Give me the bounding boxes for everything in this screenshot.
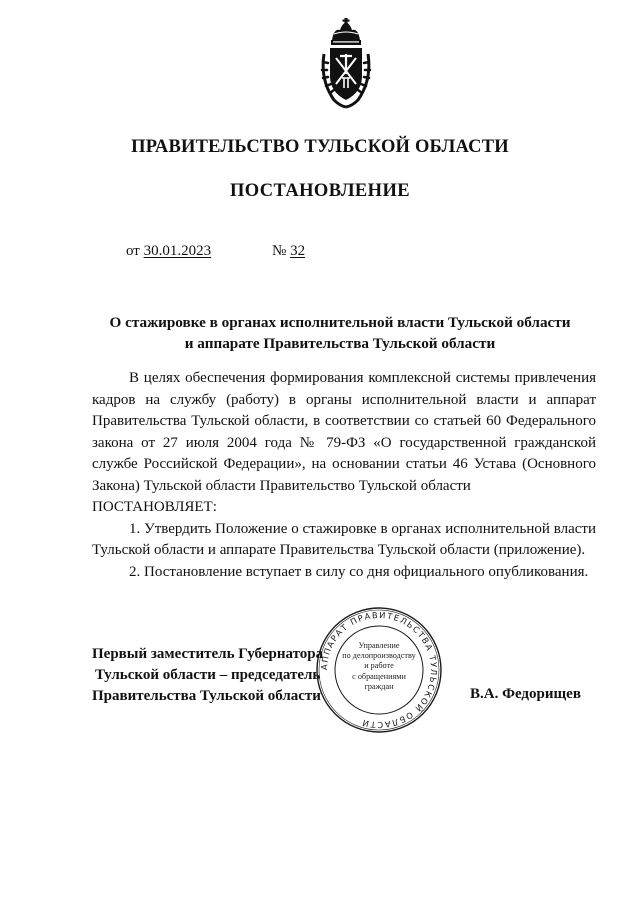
signatory-title-line-2: Тульской области – председатель xyxy=(95,667,321,683)
signatory-name: В.А. Федорищев xyxy=(470,686,581,702)
stamp-ring-text: АППАРАТ ПРАВИТЕЛЬСТВА ТУЛЬСКОЙ ОБЛАСТИ xyxy=(318,609,440,731)
document-date xyxy=(126,243,211,260)
preamble-paragraph: В целях обеспечения формирования комплексной системы привлечения кадров на службу (работу) в органы исполнительной власти и аппарат Правительства Тульской области, в соответствии со статьей 60 Федерального закона от 27 июля 2004 года № 79-ФЗ «О государственной гражданской службе Российской Федерации», на основании статьи 46 Устава (Основного Закона) Тульской области Правительство Тульской области xyxy=(92,370,596,494)
stamp-line-5: граждан xyxy=(364,681,394,691)
document-number xyxy=(272,243,305,260)
document-body xyxy=(92,368,596,583)
stamp-inner-text xyxy=(338,641,420,692)
stamp-line-2: по делопроизводству xyxy=(342,651,416,661)
heading-line-2: и аппарате Правительства Тульской области xyxy=(184,335,496,352)
signatory-title-line-3: Правительства Тульской области xyxy=(92,688,321,704)
stamp-line-3: и работе xyxy=(364,661,394,671)
signatory-title-line-1: Первый заместитель Губернатора xyxy=(92,646,324,662)
document-heading xyxy=(60,312,620,354)
item-2: 2. Постановление вступает в силу со дня официального опубликования. xyxy=(129,563,589,580)
stamp-line-4: с обращениями xyxy=(352,671,406,681)
heading-line-1: О стажировке в органах исполнительной власти Тульской области xyxy=(109,314,571,331)
number-prefix: № xyxy=(272,243,287,259)
document-type: ПОСТАНОВЛЕНИЕ xyxy=(229,181,410,201)
signatory-title xyxy=(92,644,323,707)
government-name: ПРАВИТЕЛЬСТВО ТУЛЬСКОЙ ОБЛАСТИ xyxy=(131,137,509,157)
date-value: 30.01.2023 xyxy=(143,243,212,259)
resolves-line: ПОСТАНОВЛЯЕТ: xyxy=(92,499,217,515)
stamp-line-1: Управление xyxy=(358,641,400,650)
date-prefix: от xyxy=(126,243,140,259)
item-1: 1. Утвердить Положение о стажировке в органах исполнительной власти Тульской области и аппарате Правительства Тульской области (приложение). xyxy=(92,520,596,558)
tula-coat-of-arms-icon xyxy=(320,18,372,110)
number-value: 32 xyxy=(290,243,306,259)
